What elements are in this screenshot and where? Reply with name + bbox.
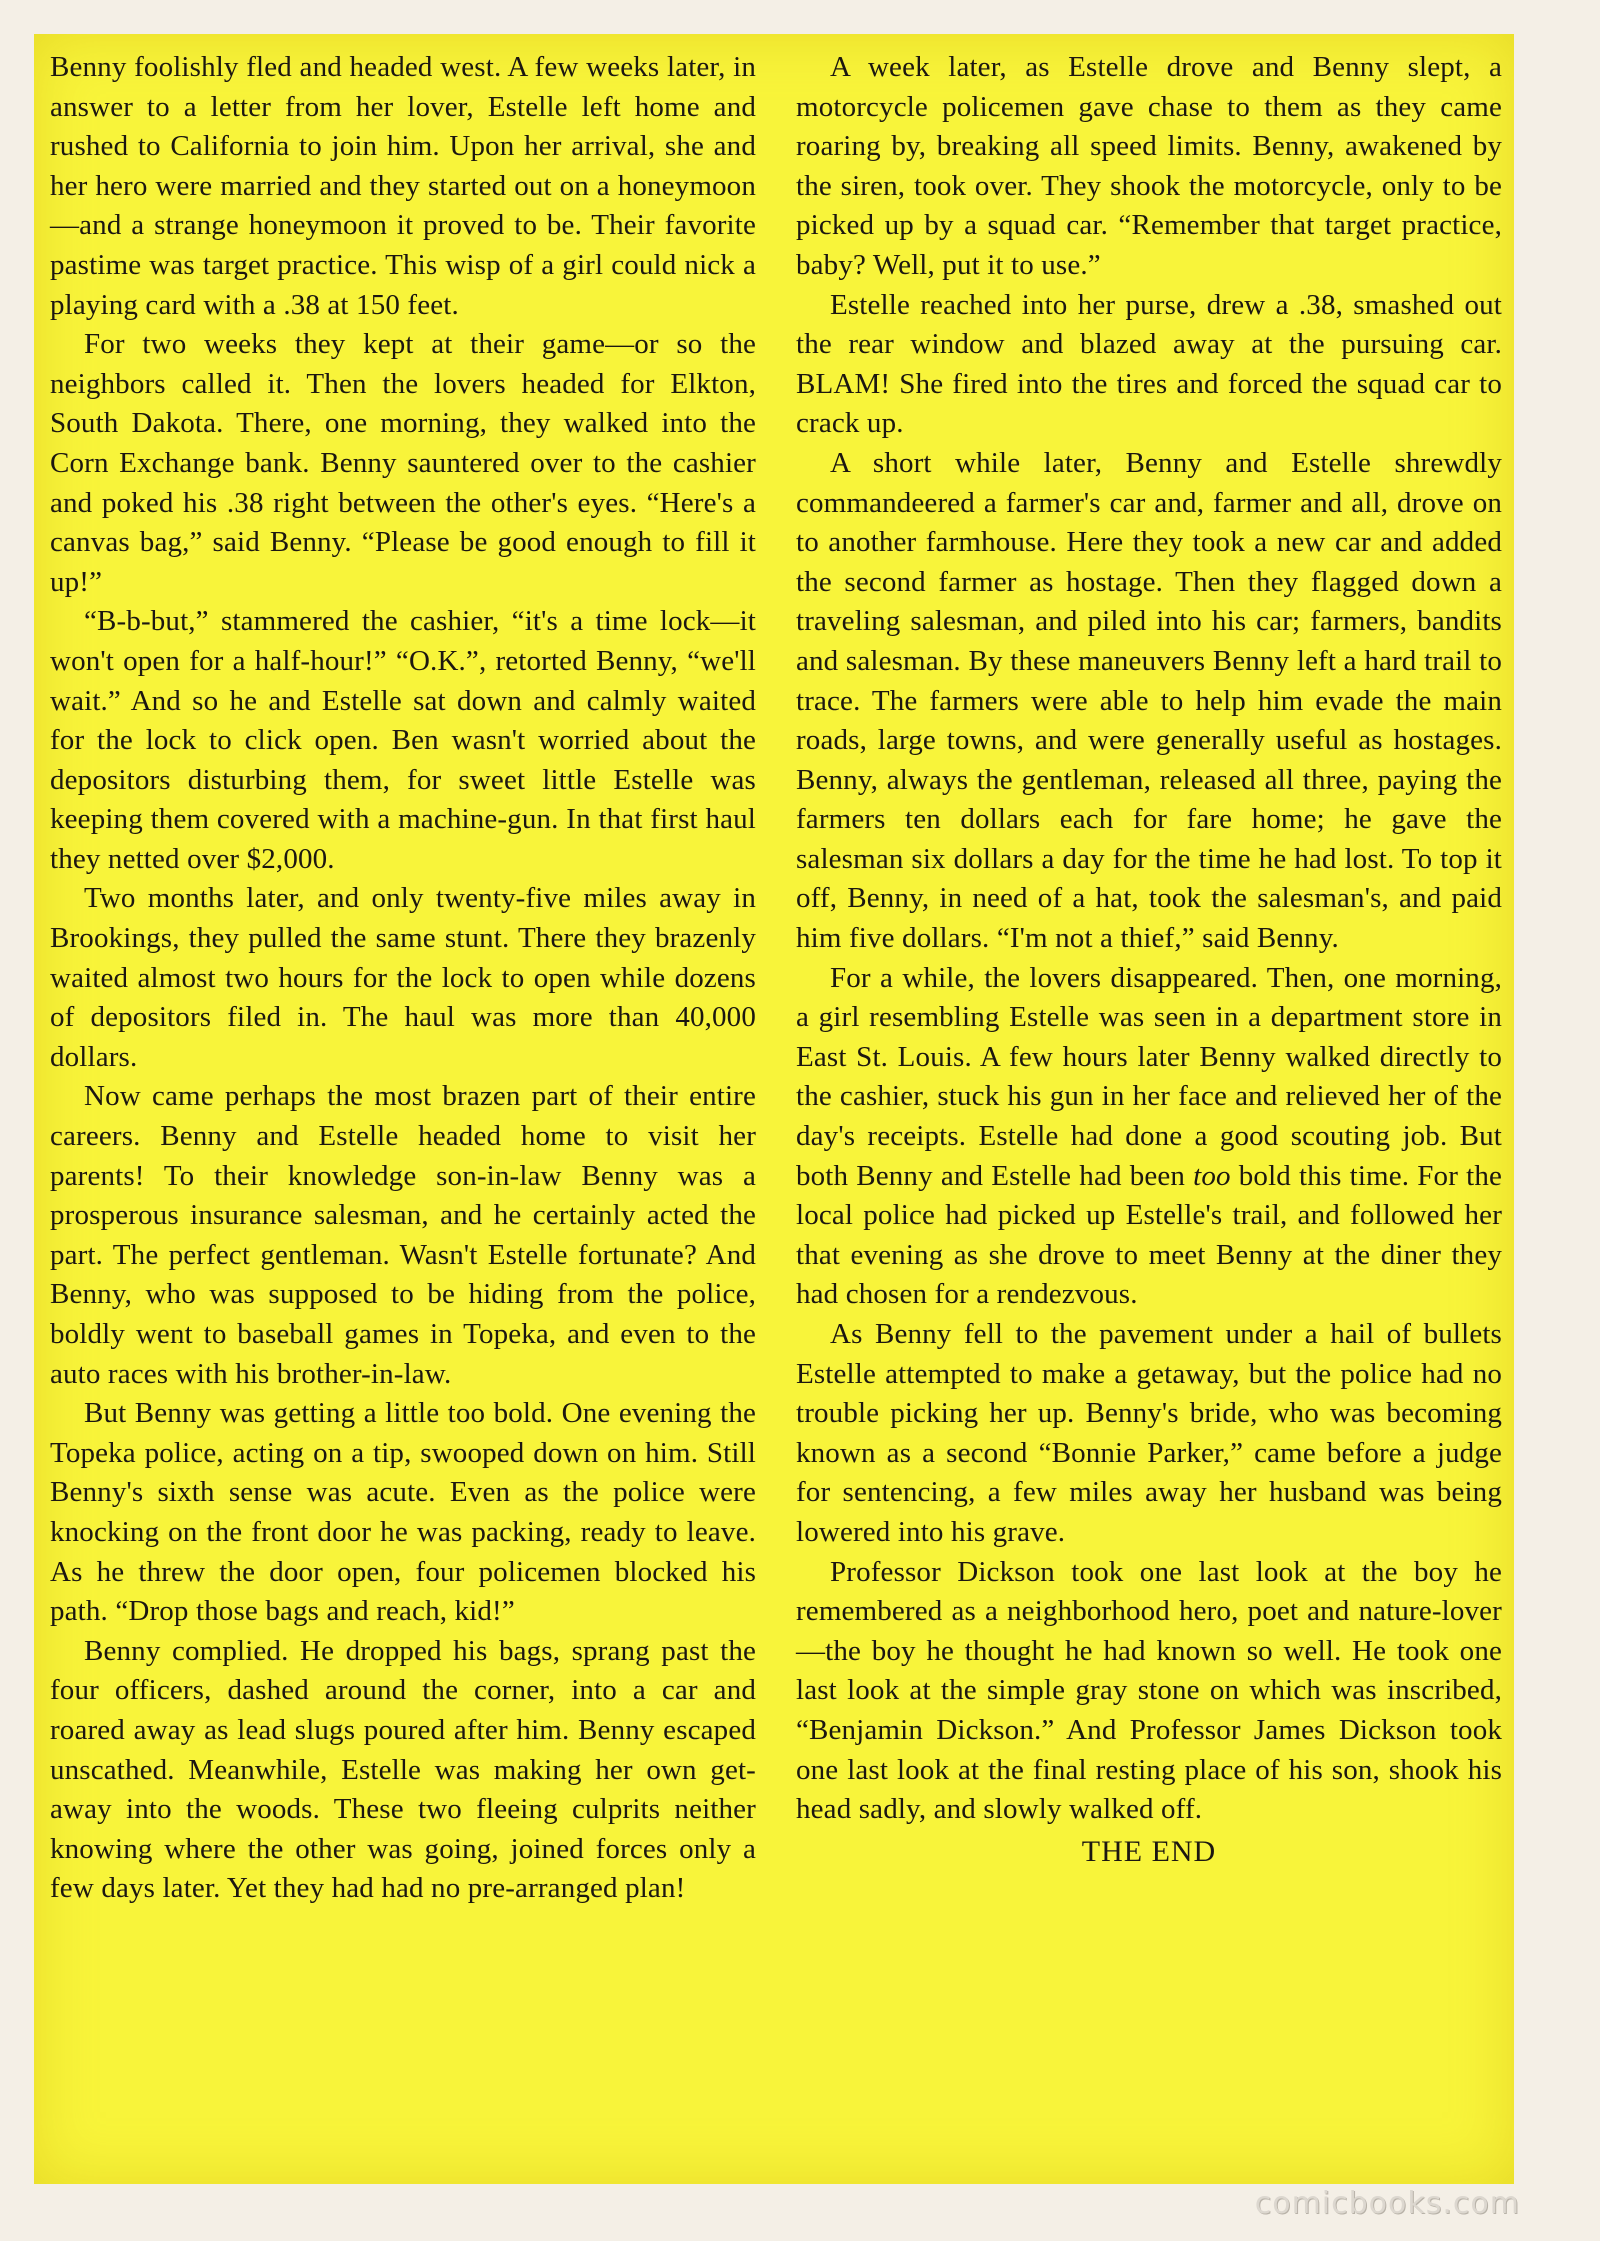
paragraph-text: bold this time. For the local police had picked up Estelle's trail, and followed her that evening as she drove to meet Benny at the diner they had chosen for a rendezvous.	[796, 1159, 1502, 1311]
watermark: comicbooks.com	[1254, 2186, 1520, 2221]
paragraph: Benny foolishly fled and headed west. A few weeks later, in answer to a letter from her lover, Estelle left home and rushed to California to join him. Upon her arrival, she and her hero were married and they started out on a honeymoon—and a strange honeymoon it proved to be. Their favorite pastime was target practice. This wisp of a girl could nick a playing card with a .38 at 150 feet.	[50, 51, 756, 321]
paragraph: Professor Dickson took one last look at the boy he remembered as a neighborhood hero, poet and nature-lover—the boy he thought he had known so well. He took one last look at the simple gray stone on which was inscribed, “Benjamin Dickson.” And Professor James Dickson took one last look at the final resting place of his son, shook his head sadly, and slowly walked off.	[796, 1555, 1502, 1826]
paragraph: Now came perhaps the most brazen part of their entire careers. Benny and Estelle headed home to visit her parents! To their knowledge son-in-law Benny was a prosperous insurance salesman, and he certainly acted the part. The perfect gentleman. Wasn't Estelle fortunate? And Benny, who was supposed to be hiding from the police, boldly went to baseball games in Topeka, and even to the auto races with his brother-in-law.	[50, 1080, 756, 1390]
paragraph: For two weeks they kept at their game—or so the neighbors called it. Then the lovers headed for Elkton, South Dakota. There, one morning, they walked into the Corn Exchange bank. Benny sauntered over to the cashier and poked his .38 right between the other's eyes. “Here's a canvas bag,” said Benny. “Please be good enough to fill it up!”	[50, 328, 756, 598]
paragraph: But Benny was getting a little too bold. One evening the Topeka police, acting on a tip, swooped down on him. Still Benny's sixth sense was acute. Even as the police were knocking on the front door he was packing, ready to leave. As he threw the door open, four policemen blocked his path. “Drop those bags and reach, kid!”	[50, 1397, 756, 1628]
emphasis-text: too	[1193, 1159, 1231, 1192]
right-text-column	[796, 48, 1502, 1871]
paragraph: A week later, as Estelle drove and Benny slept, a motorcycle policemen gave chase to them as they came roaring by, breaking all speed limits. Benny, awakened by the siren, took over. They shook the motorcycle, only to be picked up by a squad car. “Remember that target practice, baby? Well, put it to use.”	[796, 51, 1502, 281]
paragraph: Benny complied. He dropped his bags, sprang past the four officers, dashed around the corner, into a car and roared away as lead slugs poured after him. Benny escaped unscathed. Meanwhile, Estelle was making her own get-away into the woods. These two fleeing culprits neither knowing where the other was going, joined forces only a few days later. Yet they had had no pre-arranged plan!	[50, 1634, 756, 1905]
paragraph: “B-b-but,” stammered the cashier, “it's a time lock—it won't open for a half-hour!” “O.K.”, retorted Benny, “we'll wait.” And so he and Estelle sat down and calmly waited for the lock to click open. Ben wasn't worried about the depositors disturbing them, for sweet little Estelle was keeping them covered with a machine-gun. In that first haul they netted over $2,000.	[50, 605, 756, 875]
paragraph: Estelle reached into her purse, drew a .38, smashed out the rear window and blazed away at the pursuing car. BLAM! She fired into the tires and forced the squad car to crack up.	[796, 288, 1502, 440]
paragraph: A short while later, Benny and Estelle shrewdly commandeered a farmer's car and, farmer and all, drove on to another farmhouse. Here they took a new car and added the second farmer as hostage. Then they flagged down a traveling salesman, and piled into his car; farmers, bandits and salesman. By these maneuvers Benny left a hard trail to trace. The farmers were able to help him evade the main roads, large towns, and were generally useful as hostages. Benny, always the gentleman, released all three, paying the farmers ten dollars each for fare home; he gave the salesman six dollars a day for the time he had lost. To top it off, Benny, in need of a hat, took the salesman's, and paid him five dollars. “I'm not a thief,” said Benny.	[796, 446, 1502, 955]
the-end-label: THE END	[1081, 1834, 1217, 1868]
left-text-column	[50, 48, 756, 1909]
paragraph	[796, 959, 1502, 1315]
paragraph-text: For a while, the lovers disappeared. Then, one morning, a girl resembling Estelle was seen in a department store in East St. Louis. A few hours later Benny walked directly to the cashier, stuck his gun in her face and relieved her of the day's receipts. Estelle had done a good scouting job. But both Benny and Estelle had been	[796, 961, 1502, 1192]
paragraph: Two months later, and only twenty-five miles away in Brookings, they pulled the same stunt. There they brazenly waited almost two hours for the lock to open while dozens of depositors filed in. The haul was more than 40,000 dollars.	[50, 882, 756, 1073]
story-page	[34, 34, 1514, 2184]
paragraph: As Benny fell to the pavement under a hail of bullets Estelle attempted to make a getaway, but the police had no trouble picking her up. Benny's bride, who was becoming known as a second “Bonnie Parker,” came before a judge for sentencing, a few miles away her husband was being lowered into his grave.	[796, 1318, 1502, 1548]
